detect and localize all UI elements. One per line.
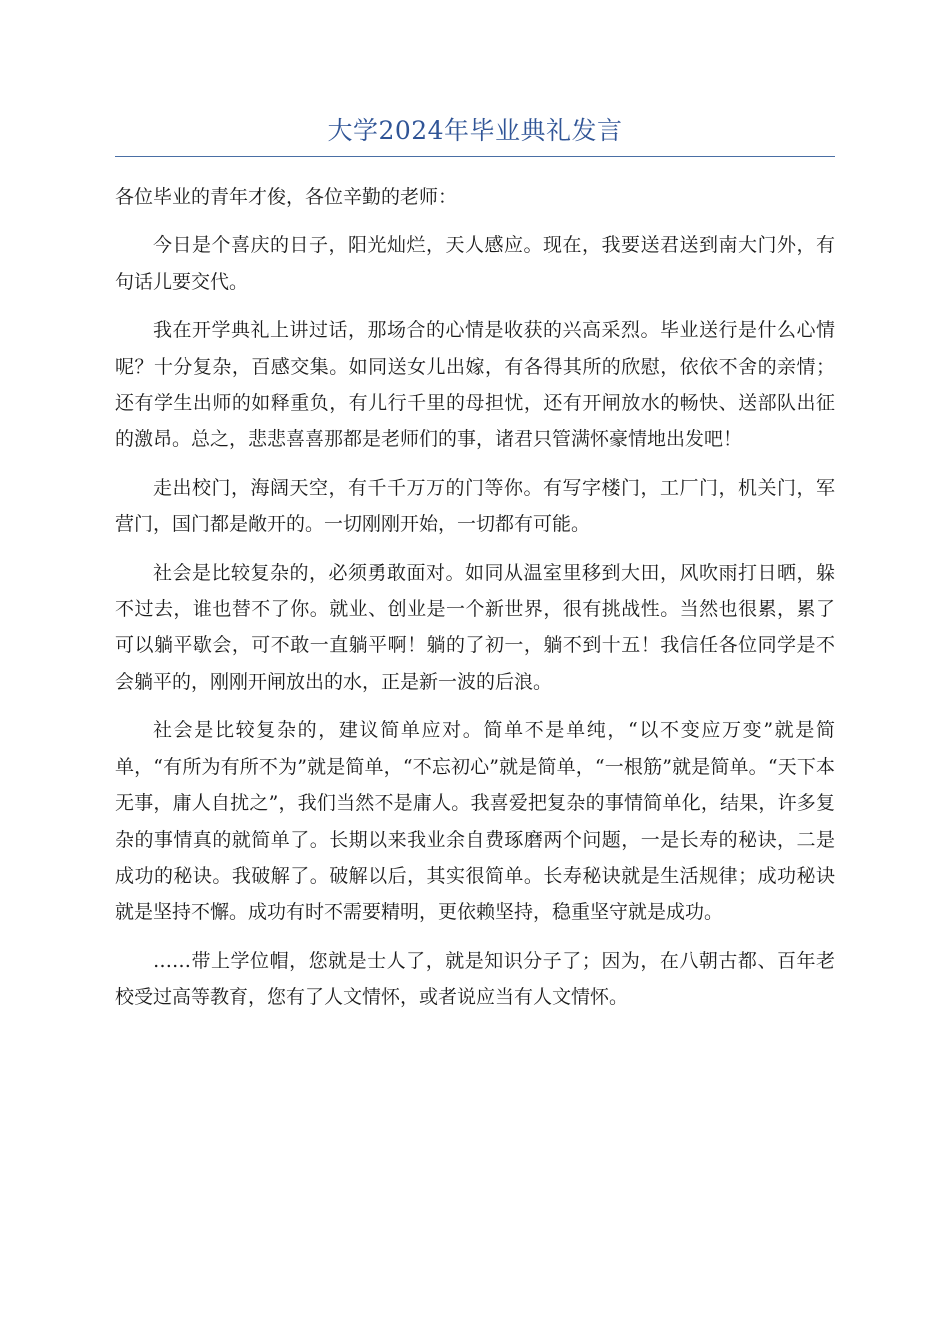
- title-block: [115, 110, 835, 157]
- paragraph: 我在开学典礼上讲过话，那场合的心情是收获的兴高采烈。毕业送行是什么心情呢？十分复杂，百感交集。如同送女儿出嫁，有各得其所的欣慰，依依不舍的亲情；还有学生出师的如释重负，有儿行千里的母担忧，还有开闸放水的畅快、送部队出征的激昂。总之，悲悲喜喜那都是老师们的事，诸君只管满怀豪情地出发吧！: [115, 319, 835, 451]
- paragraph: 走出校门，海阔天空，有千千万万的门等你。有写字楼门，工厂门，机关门，军营门，国门都是敞开的。一切刚刚开始，一切都有可能。: [115, 476, 835, 536]
- document-title: 大学2024年毕业典礼发言: [327, 116, 623, 145]
- paragraph: 今日是个喜庆的日子，阳光灿烂，天人感应。现在，我要送君送到南大门外，有句话儿要交代。: [115, 234, 835, 293]
- document-body: [115, 179, 835, 1016]
- paragraph: 社会是比较复杂的，建议简单应对。简单不是单纯，“以不变应万变”就是简单，“有所为有所不为”就是简单，“不忘初心”就是简单，“一根筋”就是简单。“天下本无事，庸人自扰之”，我们当然不是庸人。我喜爱把复杂的事情简单化，结果，许多复杂的事情真的就简单了。长期以来我业余自费琢磨两个问题，一是长寿的秘诀，二是成功的秘诀。我破解了。破解以后，其实很简单。长寿秘诀就是生活规律；成功秘诀就是坚持不懈。成功有时不需要精明，更依赖坚持，稳重坚守就是成功。: [115, 719, 835, 924]
- paragraph: ……带上学位帽，您就是士人了，就是知识分子了；因为，在八朝古都、百年老校受过高等教育，您有了人文情怀，或者说应当有人文情怀。: [115, 949, 835, 1009]
- salutation: 各位毕业的青年才俊，各位辛勤的老师：: [115, 186, 458, 208]
- paragraph: 社会是比较复杂的，必须勇敢面对。如同从温室里移到大田，风吹雨打日晒，躲不过去，谁也替不了你。就业、创业是一个新世界，很有挑战性。当然也很累，累了可以躺平歇会，可不敢一直躺平啊！躺的了初一，躺不到十五！我信任各位同学是不会躺平的，刚刚开闸放出的水，正是新一波的后浪。: [115, 561, 835, 693]
- document-page: [115, 110, 835, 1028]
